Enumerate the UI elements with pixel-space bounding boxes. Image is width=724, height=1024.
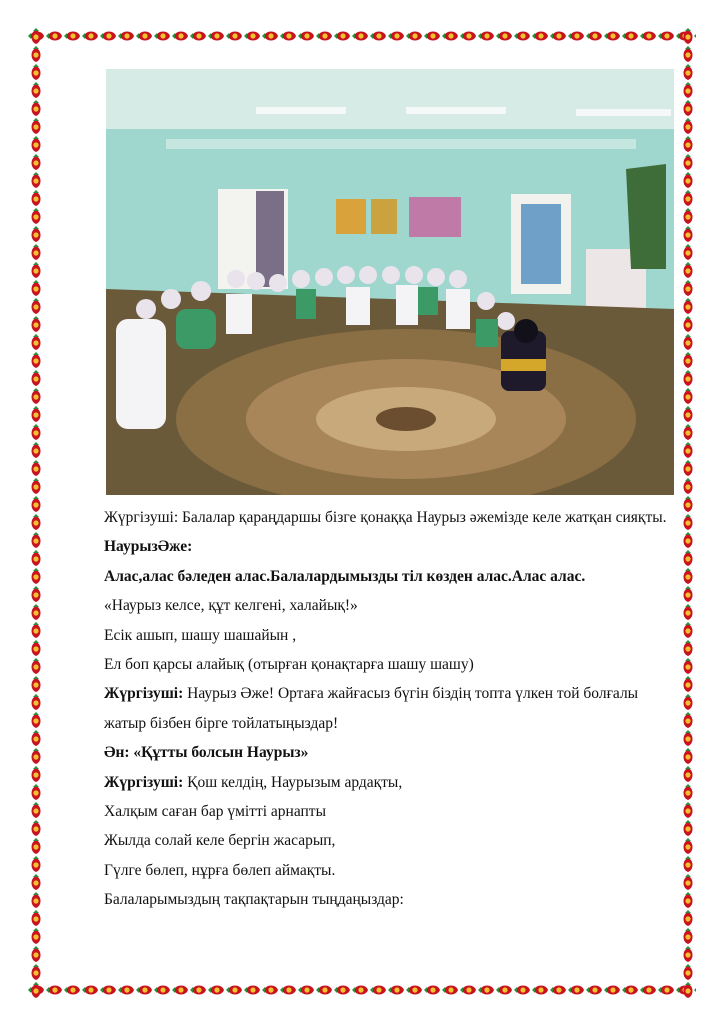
paragraph-line: НаурызӘже: <box>104 538 193 556</box>
document-body <box>104 503 680 915</box>
paragraph-line: Ел боп қарсы алайық (отырған қонақтарға шашу шашу) <box>104 656 474 674</box>
paragraph-line: Балаларымыздың тақпақтарын тыңдаңыздар: <box>104 891 404 909</box>
paragraph-line: Жүргізуші: Наурыз Әже! Ортаға жайғасыз бүгін біздің топта үлкен той болғалы жатыр бізбен бірге тойлатыңыздар! <box>104 685 639 732</box>
paragraph-line: Жүргізуші: Қош келдің, Наурызым ардақты, <box>104 773 403 791</box>
paragraph-line: Ән: «Құтты болсын Наурыз» <box>104 744 309 762</box>
paragraph-line: Жүргізуші: Балалар қараңдаршы бізге қонаққа Наурыз әжемізде келе жатқан сияқты. <box>104 509 667 526</box>
paragraph-line: Халқым саған бар үмітті арнапты <box>104 803 326 821</box>
paragraph-line: «Наурыз келсе, құт келгені, халайық!» <box>104 597 358 615</box>
classroom-photo <box>106 69 674 495</box>
border-right <box>680 28 696 998</box>
paragraph-line: Есік ашып, шашу шашайын , <box>104 626 297 644</box>
paragraph-line: Алас,алас бәледен алас.Балалардымызды тіл көзден алас.Алас алас. <box>104 567 586 585</box>
paragraph-line: Гүлге бөлеп, нұрға бөлеп аймақты. <box>104 861 336 879</box>
border-top <box>28 28 696 44</box>
border-left <box>28 28 44 998</box>
paragraph-line: Жылда солай келе бергін жасарып, <box>104 832 336 850</box>
border-bottom <box>28 982 696 998</box>
